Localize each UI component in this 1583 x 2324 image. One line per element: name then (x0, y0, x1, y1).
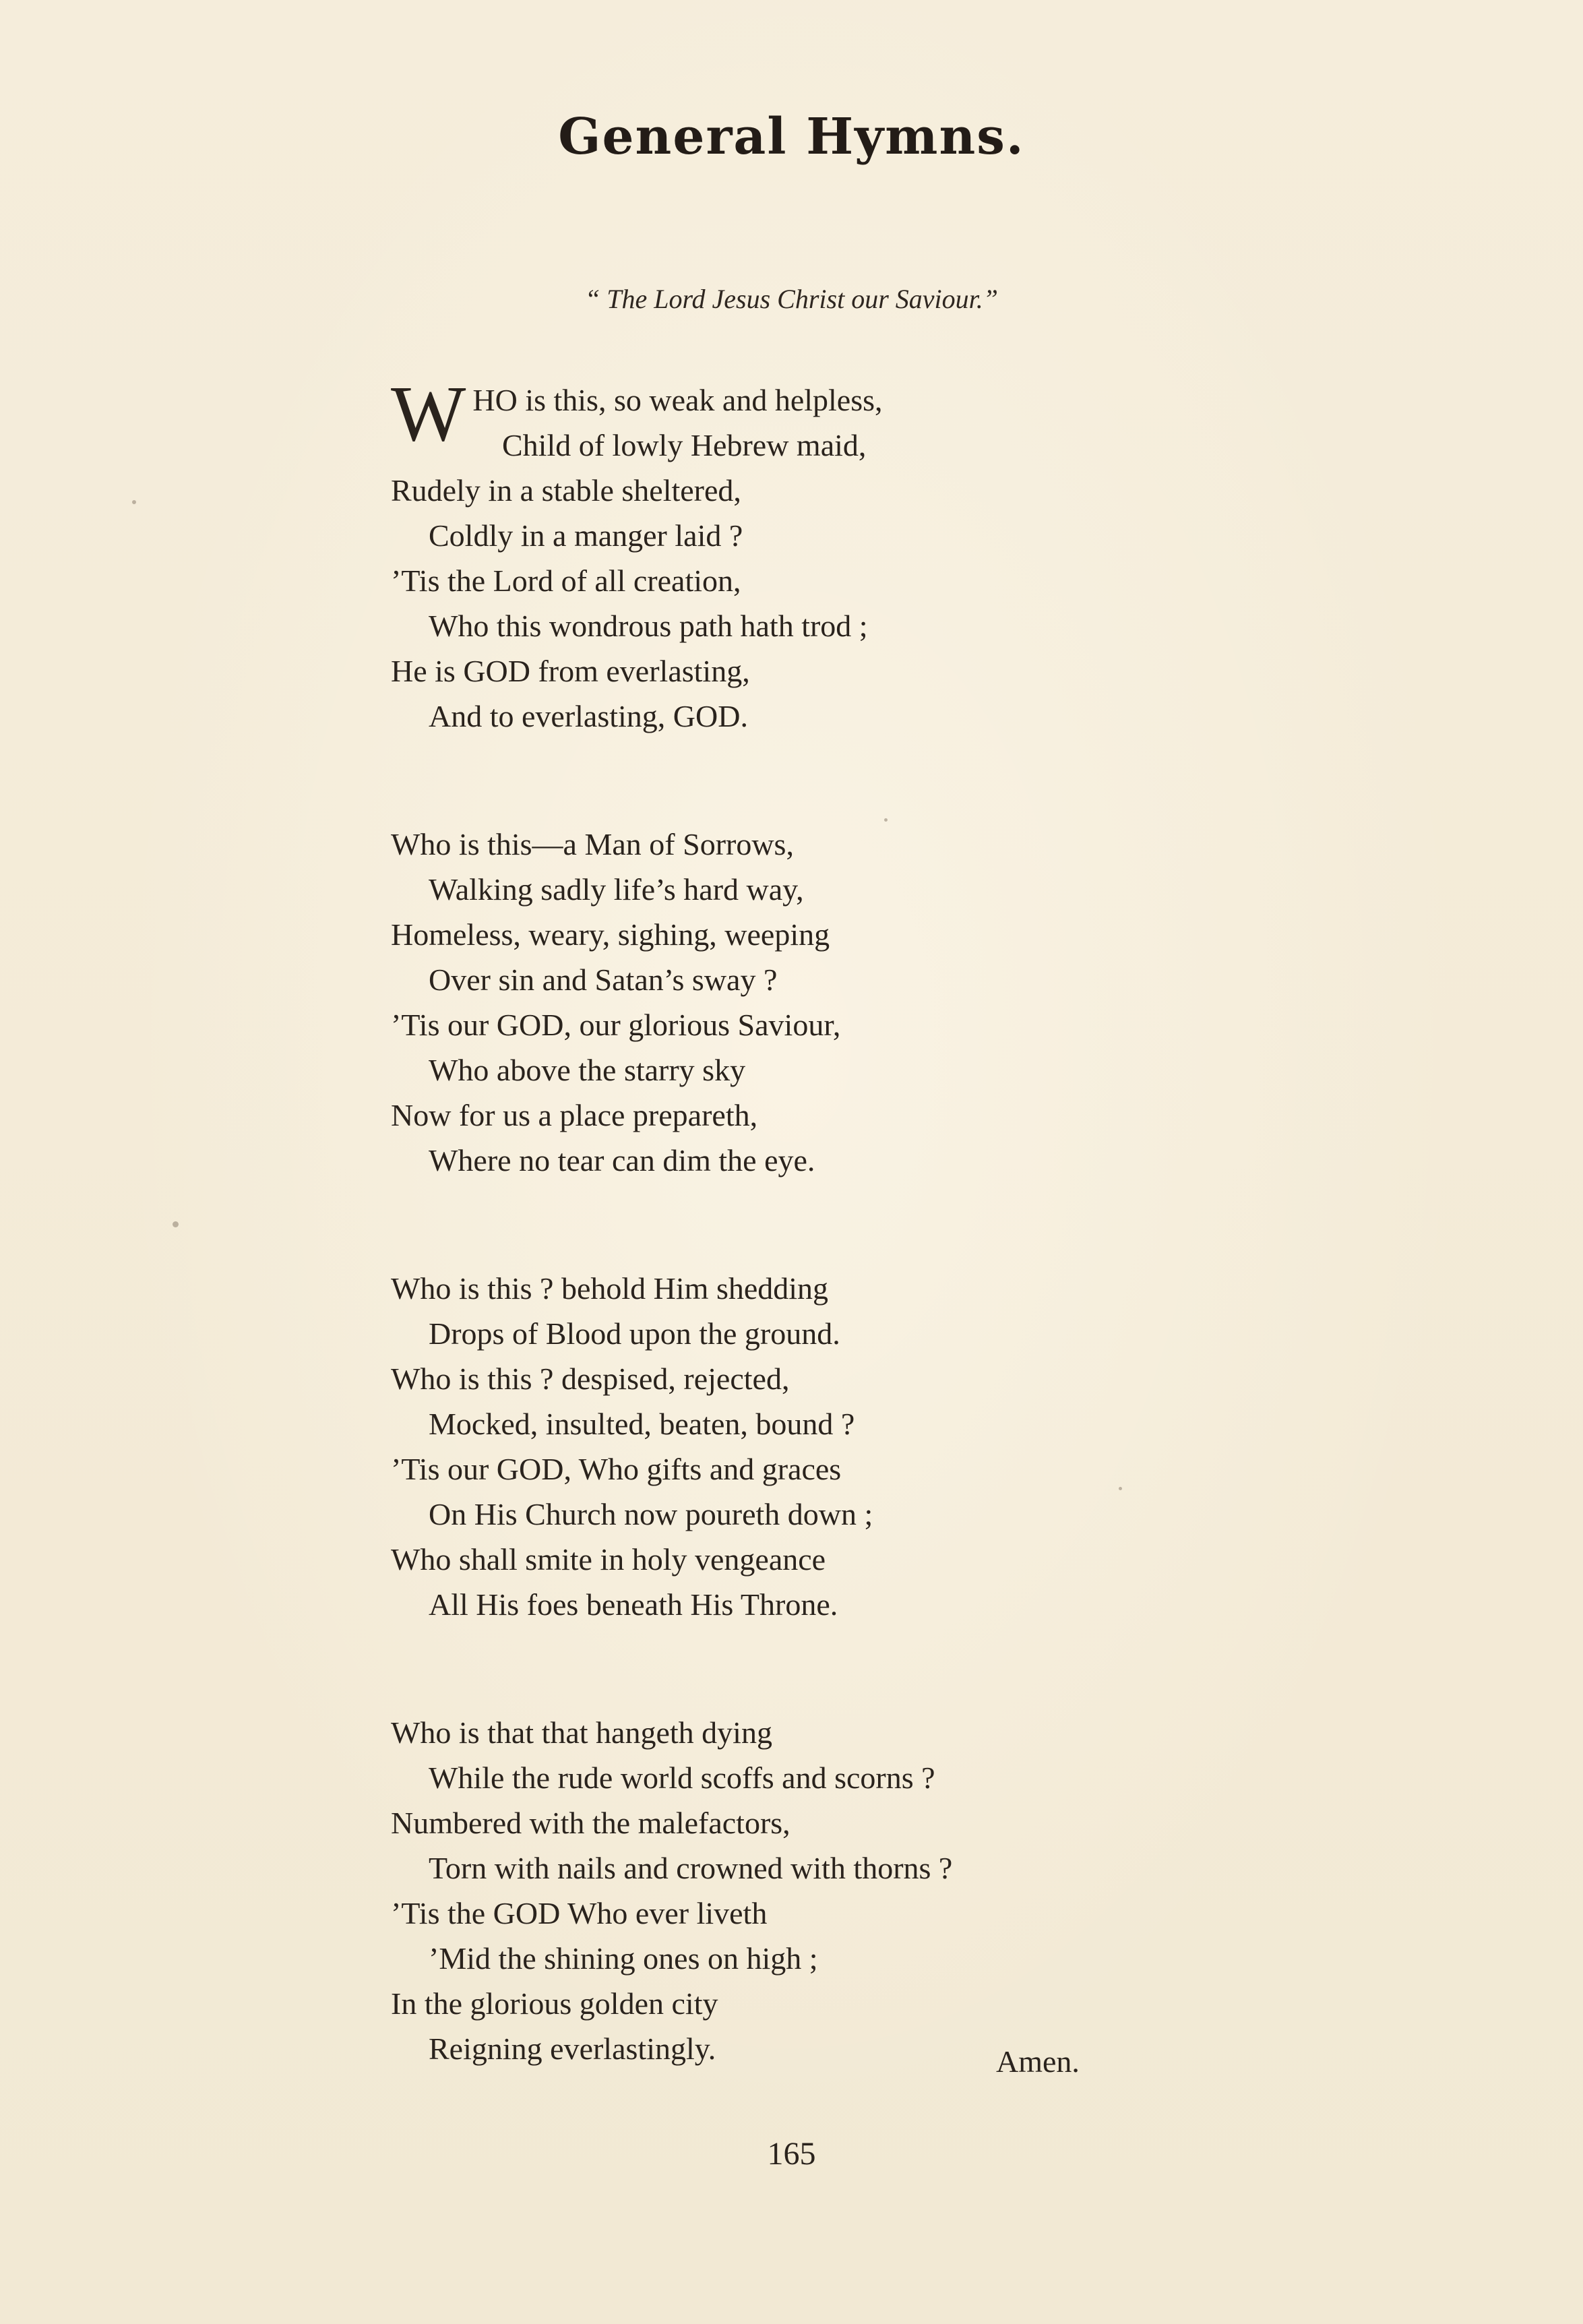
verse-line: Mocked, insulted, beaten, bound ? (429, 1407, 855, 1441)
verse-line: While the rude world scoffs and scorns ? (429, 1761, 935, 1795)
hymn-text (391, 369, 1200, 2154)
verse-line: He is GOD from everlasting, (391, 654, 750, 688)
page-number: 165 (767, 2136, 816, 2172)
verse-line: ’Tis our GOD, our glorious Saviour, (391, 1008, 841, 1042)
verse-line: ’Tis the Lord of all creation, (391, 563, 741, 598)
amen-label: Amen. (996, 2044, 1080, 2079)
verse-line: Torn with nails and crowned with thorns ? (429, 1851, 953, 1885)
paper-speck (1119, 1487, 1122, 1490)
verse-line: HO is this, so weak and helpless, (472, 383, 883, 417)
paper-speck (132, 500, 136, 504)
stanza-2 (391, 822, 1200, 1183)
verse-line: On His Church now poureth down ; (429, 1497, 873, 1531)
verse-line: ’Mid the shining ones on high ; (429, 1941, 818, 1976)
verse-line: Who is this ? behold Him shedding (391, 1271, 829, 1306)
paper-speck (884, 818, 888, 822)
verse-line: ’Tis the GOD Who ever liveth (391, 1896, 768, 1930)
verse-line: Who is this—a Man of Sorrows, (391, 827, 794, 861)
verse-line: Drops of Blood upon the ground. (429, 1316, 840, 1351)
verse-line: Walking sadly life’s hard way, (429, 872, 804, 907)
verse-line: Now for us a place prepareth, (391, 1098, 758, 1132)
verse-line: Child of lowly Hebrew maid, (502, 428, 867, 462)
verse-line: Who is that that hangeth dying (391, 1715, 772, 1750)
verse-line: Who shall smite in holy vengeance (391, 1542, 826, 1577)
verse-line: ’Tis our GOD, Who gifts and graces (391, 1452, 842, 1486)
verse-line: Who above the starry sky (429, 1053, 746, 1087)
verse-line: All His foes beneath His Throne. (429, 1587, 838, 1622)
verse-line: Coldly in a manger laid ? (429, 518, 743, 553)
verse-line: Where no tear can dim the eye. (429, 1143, 815, 1178)
stanza-3 (391, 1266, 1200, 1627)
verse-line: Homeless, weary, sighing, weeping (391, 917, 830, 952)
epigraph: “ The Lord Jesus Christ our Saviour.” (584, 284, 999, 314)
paper-speck (173, 1221, 179, 1227)
verse-line: Numbered with the malefactors, (391, 1806, 790, 1840)
verse-line: Reigning everlastingly. (429, 2031, 716, 2066)
verse-line: Rudely in a stable sheltered, (391, 473, 741, 508)
verse-line: Over sin and Satan’s sway ? (429, 962, 778, 997)
verse-line: Who this wondrous path hath trod ; (429, 609, 868, 643)
drop-cap: W (391, 369, 466, 458)
verse-line: And to everlasting, GOD. (429, 699, 748, 733)
stanza-4 (391, 1710, 1200, 2071)
verse-line: Who is this ? despised, rejected, (391, 1362, 790, 1396)
verse-line: In the glorious golden city (391, 1986, 718, 2021)
page-heading: General Hymns. (558, 108, 1025, 166)
stanza-1 (391, 369, 1200, 739)
